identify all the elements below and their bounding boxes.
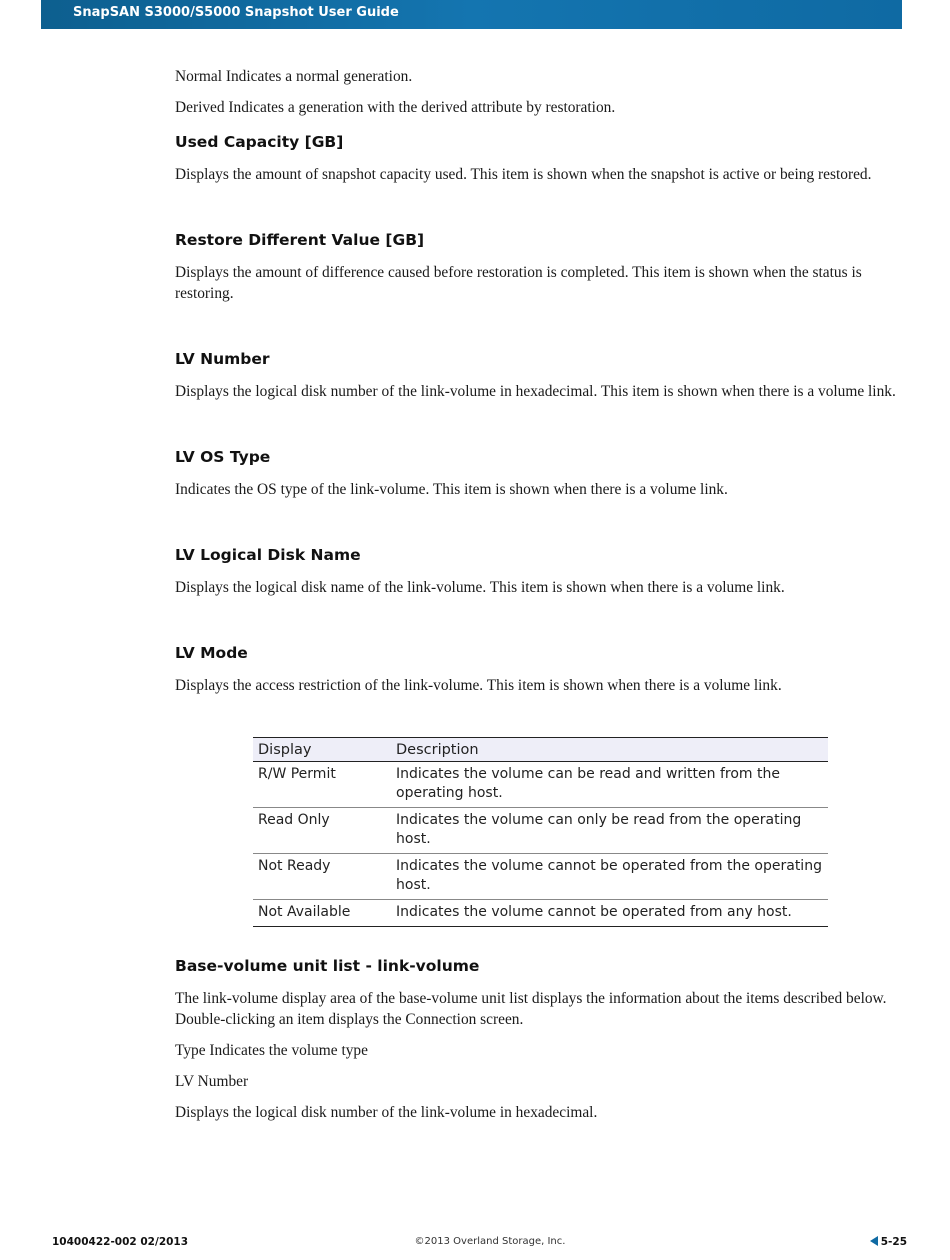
table-row bbox=[253, 808, 828, 854]
heading-lv-os-type: LV OS Type bbox=[175, 448, 271, 466]
table-row bbox=[253, 762, 828, 808]
paragraph-lv-number-label: LV Number bbox=[175, 1073, 249, 1090]
paragraph-restore-different: Displays the amount of difference caused before restoration is completed. This item is shown when the status is restoring. bbox=[175, 264, 862, 302]
heading-base-volume-unit-list: Base-volume unit list - link-volume bbox=[175, 957, 480, 975]
previous-page-arrow-icon[interactable] bbox=[870, 1236, 878, 1246]
footer-page-number-group bbox=[870, 1236, 907, 1248]
heading-lv-logical-disk-name: LV Logical Disk Name bbox=[175, 546, 361, 564]
page-header bbox=[41, 0, 902, 29]
paragraph-lv-number-description: Displays the logical disk number of the link-volume in hexadecimal. bbox=[175, 1104, 598, 1121]
paragraph-lv-mode: Displays the access restriction of the link-volume. This item is shown when there is a volume link. bbox=[175, 677, 782, 694]
footer-page-number: 5-25 bbox=[880, 1236, 907, 1248]
table-cell-description: Indicates the volume cannot be operated from any host. bbox=[391, 900, 828, 927]
paragraph-lv-logical-disk-name: Displays the logical disk name of the link-volume. This item is shown when there is a volume link. bbox=[175, 579, 785, 596]
page-footer bbox=[0, 1236, 950, 1252]
paragraph-lv-os-type: Indicates the OS type of the link-volume. This item is shown when there is a volume link. bbox=[175, 481, 728, 498]
paragraph-used-capacity: Displays the amount of snapshot capacity used. This item is shown when the snapshot is active or being restored. bbox=[175, 166, 872, 183]
table-cell-display: Not Ready bbox=[253, 854, 391, 900]
lv-mode-table bbox=[253, 737, 828, 927]
table-row bbox=[253, 900, 828, 927]
table-cell-display: R/W Permit bbox=[253, 762, 391, 808]
footer-doc-number: 10400422-002 02/2013 bbox=[52, 1236, 189, 1248]
header-title: SnapSAN S3000/S5000 Snapshot User Guide bbox=[73, 5, 399, 20]
paragraph-normal: Normal Indicates a normal generation. bbox=[175, 68, 413, 85]
paragraph-type: Type Indicates the volume type bbox=[175, 1042, 368, 1059]
heading-lv-number: LV Number bbox=[175, 350, 270, 368]
heading-lv-mode: LV Mode bbox=[175, 644, 248, 662]
paragraph-lv-number: Displays the logical disk number of the link-volume in hexadecimal. This item is shown when there is a volume link. bbox=[175, 383, 896, 400]
table-cell-display: Not Available bbox=[253, 900, 391, 927]
table-header-row bbox=[253, 738, 828, 762]
heading-used-capacity: Used Capacity [GB] bbox=[175, 133, 344, 151]
table-cell-description: Indicates the volume cannot be operated from the operating host. bbox=[391, 854, 828, 900]
paragraph-derived: Derived Indicates a generation with the derived attribute by restoration. bbox=[175, 99, 616, 116]
heading-restore-different: Restore Different Value [GB] bbox=[175, 231, 425, 249]
page-content bbox=[175, 66, 905, 1123]
table-cell-description: Indicates the volume can be read and written from the operating host. bbox=[391, 762, 828, 808]
table-header-description: Description bbox=[391, 738, 828, 762]
footer-copyright: ©2013 Overland Storage, Inc. bbox=[414, 1236, 566, 1247]
table-row bbox=[253, 854, 828, 900]
table-cell-description: Indicates the volume can only be read from the operating host. bbox=[391, 808, 828, 854]
table-cell-display: Read Only bbox=[253, 808, 391, 854]
table-header-display: Display bbox=[253, 738, 391, 762]
paragraph-base-volume-unit-list: The link-volume display area of the base-volume unit list displays the information about the items described below. Double-clicking an item displays the Connection screen. bbox=[175, 990, 887, 1028]
